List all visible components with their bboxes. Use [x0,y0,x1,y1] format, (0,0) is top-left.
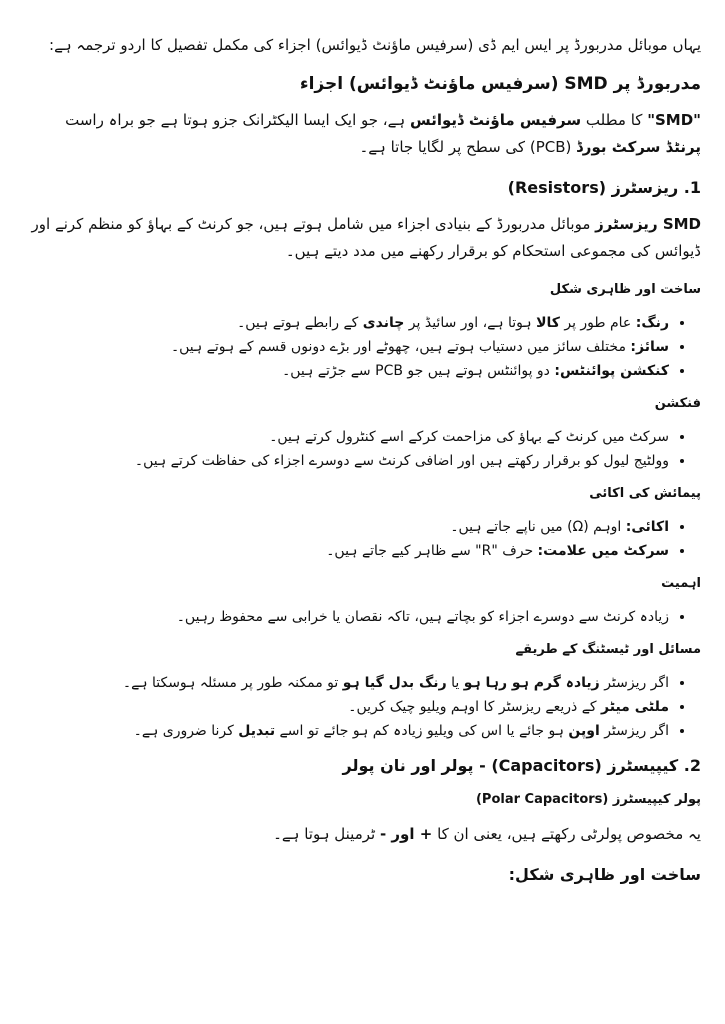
main-heading: مدربورڈ پر SMD (سرفیس ماؤنٹ ڈیوائس) اجزاء [299,74,701,94]
list-item [26,719,669,743]
item-text: عام طور پر [559,315,636,331]
item-bold: چاندی [362,315,405,331]
list-item [26,539,669,563]
item-label: سائز: [630,339,669,355]
item-text: تو ممکنہ طور پر مسئلہ ہوسکتا ہے۔ [122,675,343,691]
capacitor-structure-heading: ساخت اور ظاہری شکل: [508,865,701,884]
list-item: • سرکٹ میں کرنٹ کے بہاؤ کی مزاحمت کرکے اسے کنٹرول کرتے ہیں۔ [26,425,669,449]
resistors-intro [26,211,701,265]
item-text: ہوتا ہے، اور سائیڈ پر [404,315,537,331]
list-item [26,695,669,719]
item-text: کے رابطے ہوتے ہیں۔ [237,315,363,331]
smd-def-bold: پرنٹڈ سرکٹ بورڈ [576,138,701,156]
unit-list [26,515,701,563]
importance-list [26,605,701,629]
polar-heading: پولر کیپیسٹرز (Polar Capacitors) [475,792,701,807]
item-text: اگر ریزسٹر [599,675,669,691]
structure-list [26,311,701,383]
smd-def-text: کا مطلب [581,111,648,129]
item-bold: زیادہ گرم ہو رہا ہو [463,675,600,691]
list-item [26,335,669,359]
item-text: اوہم (Ω) میں ناپے جاتے ہیں۔ [450,519,626,535]
list-item [26,359,669,383]
smd-def-text: ہے، جو ایک ایسا الیکٹرانک جزو ہوتا ہے جو براہ راست [65,111,410,129]
resistors-heading: 1. ریزسٹرز (Resistors) [507,178,701,197]
item-text: کے ذریعے ریزسٹر کا اوہم ویلیو چیک کریں۔ [348,699,602,715]
list-item [26,671,669,695]
item-text: کرنا ضروری ہے۔ [133,723,239,739]
polar-text-part: یہ مخصوص پولرٹی رکھتے ہیں، یعنی ان کا [432,825,701,843]
polar-text-part: ٹرمینل ہوتا ہے۔ [273,825,380,843]
item-label: سرکٹ میں علامت: [537,543,669,559]
function-heading: فنکشن [654,396,701,411]
testing-list [26,671,701,743]
list-item [26,311,669,335]
polar-text [26,821,701,848]
smd-def-text: (PCB) کی سطح پر لگایا جاتا ہے۔ [359,138,577,156]
smd-definition [26,107,701,161]
item-label: اکائی: [625,519,669,535]
list-item [26,515,669,539]
capacitors-heading: 2. کیپیسٹرز (Capacitors) - پولر اور نان پولر [342,756,701,775]
item-label: رنگ: [635,315,669,331]
item-bold: رنگ بدل گیا ہو [342,675,447,691]
item-bold: تبدیل [238,723,276,739]
list-item: • وولٹیج لیول کو برقرار رکھتے ہیں اور اضافی کرنٹ سے دوسرے اجزاء کی حفاظت کرتے ہیں۔ [26,449,669,473]
importance-heading: اہمیت [661,576,701,591]
structure-heading: ساخت اور ظاہری شکل [549,282,701,297]
function-list [26,425,701,473]
item-label: کنکشن پوائنٹس: [554,363,669,379]
item-text: مختلف سائز میں دستیاب ہوتے ہیں، چھوٹے اور بڑے دونوں قسم کے ہوتے ہیں۔ [170,339,631,355]
polar-text-bold: + اور - [379,825,433,843]
item-text: اگر ریزسٹر [599,723,669,739]
item-text: دو پوائنٹس ہوتے ہیں جو PCB سے جڑتے ہیں۔ [282,363,555,379]
item-bold: کالا [536,315,560,331]
testing-heading: مسائل اور ٹیسٹنگ کے طریقے [515,642,701,657]
list-item: • زیادہ کرنٹ سے دوسرے اجزاء کو بچاتے ہیں، تاکہ نقصان یا خرابی سے محفوظ رہیں۔ [26,605,669,629]
item-bold: ملٹی میٹر [601,699,669,715]
resistors-intro-text: موبائل مدربورڈ کے بنیادی اجزاء میں شامل ہوتے ہیں، جو کرنٹ کے بہاؤ کو منظم کرنے اور ڈیوائس کی مجموعی استحکام کو برقرار رکھنے میں مدد دیتے ہیں۔ [31,215,701,260]
smd-term: "SMD" [647,111,701,129]
item-text: حرف "R" سے ظاہر کیے جاتے ہیں۔ [326,543,538,559]
intro-text: یہاں موبائل مدربورڈ پر ایس ایم ڈی (سرفیس ماؤنٹ ڈیوائس) اجزاء کی مکمل تفصیل کا اردو ترجمہ ہے: [49,36,701,54]
resistors-intro-bold: SMD ریزسٹرز [595,215,701,233]
item-bold: اوپن [568,723,600,739]
smd-def-bold: سرفیس ماؤنٹ ڈیوائس [410,111,582,129]
item-text: یا [446,675,464,691]
unit-heading: پیمائش کی اکائی [589,486,701,501]
item-text: ہو جائے یا اس کی ویلیو زیادہ کم ہو جائے تو اسے [275,723,569,739]
